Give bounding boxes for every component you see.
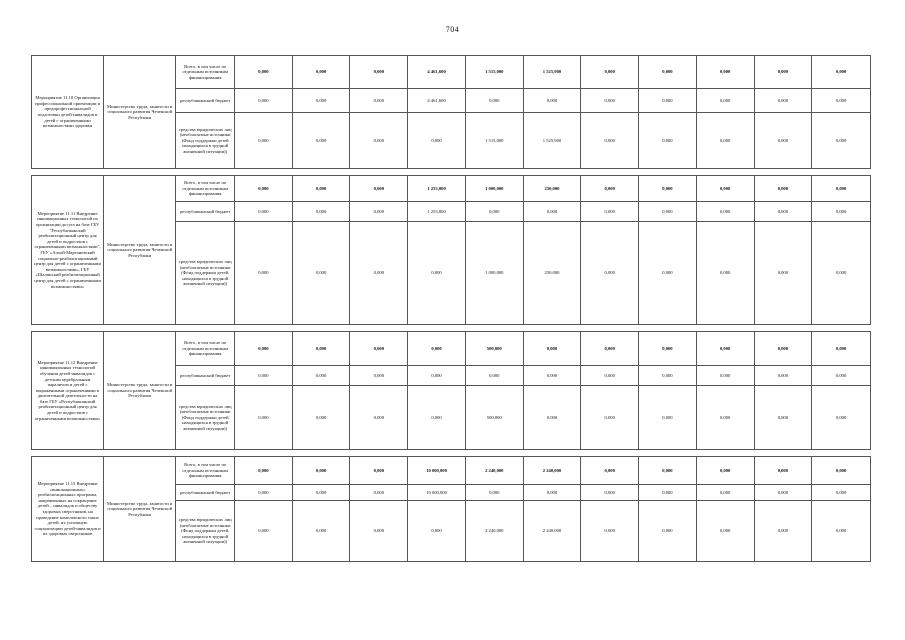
executor-cell: Министерство труда, занятости и социального развития Чеченской Республики [104,332,176,450]
amount-cell: 0,000 [812,176,871,202]
amount-cell: 0,000 [754,366,812,386]
amount-cell: 0,000 [696,89,754,113]
amount-cell: 1 000,000 [465,176,523,202]
amount-cell: 0,000 [235,366,293,386]
table-row [32,176,871,202]
amount-cell: 0,000 [581,366,639,386]
executor-cell: Министерство труда, занятости и социального развития Чеченской Республики [104,176,176,325]
amount-cell: 0,000 [408,386,466,450]
amount-cell: 500,000 [465,332,523,366]
block-separator [32,450,871,457]
amount-cell: 0,000 [581,176,639,202]
amount-cell: 0,000 [350,202,408,222]
funding-source-cell: Всего, в том числе по отдельным источникам финансирования [176,332,235,366]
amount-cell: 0,000 [581,485,639,501]
amount-cell: 0,000 [696,366,754,386]
amount-cell: 0,000 [523,89,581,113]
amount-cell: 2 240,000 [465,501,523,562]
executor-cell: Министерство труда, занятости и социального развития Чеченской Республики [104,457,176,562]
amount-cell: 0,000 [581,89,639,113]
amount-cell: 0,000 [639,366,697,386]
amount-cell: 0,000 [292,202,350,222]
table-row [32,457,871,485]
amount-cell: 0,000 [754,56,812,89]
amount-cell: 0,000 [350,56,408,89]
amount-cell: 500,000 [465,386,523,450]
funding-source-cell: средства юридических лиц (необлагаемые источники (Фонд поддержки детей находящихся в трудной жизненной ситуации)) [176,113,235,169]
funding-source-cell: Всего, в том числе по отдельным источникам финансирования [176,457,235,485]
amount-cell: 0,000 [812,386,871,450]
amount-cell: 0,000 [639,202,697,222]
amount-cell: 0,000 [408,332,466,366]
amount-cell: 0,000 [523,386,581,450]
amount-cell: 0,000 [696,56,754,89]
amount-cell: 0,000 [696,485,754,501]
amount-cell: 0,000 [292,366,350,386]
amount-cell: 0,000 [696,501,754,562]
amount-cell: 0,000 [639,222,697,325]
amount-cell: 0,000 [350,113,408,169]
amount-cell: 0,000 [639,56,697,89]
amount-cell: 0,000 [235,176,293,202]
amount-cell: 0,000 [812,56,871,89]
funding-source-cell: республиканский бюджет [176,89,235,113]
table-row [32,332,871,366]
measure-cell: Мероприятие 11.13 Внедрение «инновационных» реабилитационных программ, направленных на сокращение детей – инвалидов и обществу здоровых сверстников, на проведение комплексного таких детей, их успешную социализацию детей-инвалидов и их здоровых сверстников [32,457,104,562]
amount-cell: 1 515,000 [465,56,523,89]
amount-cell: 0,000 [350,457,408,485]
funding-source-cell: республиканский бюджет [176,366,235,386]
amount-cell: 0,000 [581,222,639,325]
funding-table [31,55,871,562]
amount-cell: 1 000,000 [465,222,523,325]
amount-cell: 0,000 [812,222,871,325]
amount-cell: 0,000 [639,89,697,113]
amount-cell: 0,000 [350,501,408,562]
amount-cell: 0,000 [235,332,293,366]
amount-cell: 0,000 [754,176,812,202]
amount-cell: 0,000 [235,386,293,450]
funding-source-cell: Всего, в том числе по отдельным источникам финансирования [176,56,235,89]
amount-cell: 0,000 [350,485,408,501]
amount-cell: 0,000 [581,202,639,222]
amount-cell: 4 461,600 [408,56,466,89]
amount-cell: 0,000 [581,501,639,562]
amount-cell: 0,000 [639,457,697,485]
amount-cell: 0,000 [812,366,871,386]
amount-cell: 0,000 [754,202,812,222]
amount-cell: 0,000 [408,501,466,562]
amount-cell: 0,000 [754,485,812,501]
amount-cell: 0,000 [696,386,754,450]
block-separator [32,169,871,176]
amount-cell: 0,000 [350,386,408,450]
funding-source-cell: средства юридических лиц (необлагаемые источники (Фонд поддержки детей находящихся в трудной жизненной ситуации)) [176,386,235,450]
amount-cell: 0,000 [696,222,754,325]
amount-cell: 0,000 [696,202,754,222]
amount-cell: 0,000 [754,457,812,485]
amount-cell: 0,000 [754,222,812,325]
amount-cell: 0,000 [696,113,754,169]
amount-cell: 0,000 [292,176,350,202]
amount-cell: 4 461,600 [408,89,466,113]
amount-cell: 0,000 [696,332,754,366]
amount-cell: 0,000 [350,176,408,202]
amount-cell: 0,000 [754,386,812,450]
separator-cell [32,169,871,176]
amount-cell: 2 240,000 [523,501,581,562]
amount-cell: 0,000 [812,89,871,113]
amount-cell: 250,000 [523,222,581,325]
amount-cell: 10 000,000 [408,457,466,485]
amount-cell: 0,000 [235,89,293,113]
amount-cell: 0,000 [812,332,871,366]
amount-cell: 0,000 [235,113,293,169]
measure-cell: Мероприятие 11.11 Внедрение инновационных технологий по организации досуга на базе ГБУ "Республиканский реабилитационный центр для детей и подростков с ограниченными возможностями", ГБУ «Ачхой-Мартановский социально-реабилитационный центр для детей с ограниченными возможностями», ГБУ «Шалинский реабилитационный центр для детей с ограниченными возможностями» [32,176,104,325]
amount-cell: 10 000,000 [408,485,466,501]
amount-cell: 0,000 [292,332,350,366]
separator-cell [32,450,871,457]
amount-cell: 0,000 [408,222,466,325]
funding-source-cell: Всего, в том числе по отдельным источникам финансирования [176,176,235,202]
amount-cell: 1 253,000 [408,202,466,222]
table-row [32,56,871,89]
amount-cell: 0,000 [235,222,293,325]
amount-cell: 2 240,000 [465,457,523,485]
amount-cell: 0,000 [581,386,639,450]
amount-cell: 0,000 [465,485,523,501]
amount-cell: 0,000 [754,332,812,366]
amount-cell: 0,000 [350,89,408,113]
amount-cell: 0,000 [292,485,350,501]
amount-cell: 0,000 [465,89,523,113]
amount-cell: 0,000 [754,113,812,169]
amount-cell: 0,000 [696,457,754,485]
amount-cell: 0,000 [754,501,812,562]
amount-cell: 0,000 [292,222,350,325]
measure-cell: Мероприятие 11.12 Внедрение инновационных технологий обучения детей-инвалидов с детским церебральным параличом и детей с выраженными ограничениями в двигательной деятельности на базе ГБУ «Республиканский реабилитационный центр для детей и подростков с ограниченными возможностями» [32,332,104,450]
amount-cell: 0,000 [639,176,697,202]
amount-cell: 0,000 [812,501,871,562]
amount-cell: 0,000 [639,501,697,562]
amount-cell: 0,000 [292,386,350,450]
amount-cell: 0,000 [235,501,293,562]
amount-cell: 0,000 [812,485,871,501]
amount-cell: 0,000 [581,113,639,169]
amount-cell: 0,000 [465,202,523,222]
funding-source-cell: республиканский бюджет [176,485,235,501]
amount-cell: 0,000 [235,485,293,501]
measure-cell: Мероприятие 11.10 Организация профессиональной ориентации и предпрофессиональной подготовки детей-инвалидов и детей с ограниченными возможностями здоровья [32,56,104,169]
funding-source-cell: республиканский бюджет [176,202,235,222]
amount-cell: 250,000 [523,176,581,202]
amount-cell: 0,000 [408,113,466,169]
funding-source-cell: средства юридических лиц (необлагаемые источники (Фонд поддержки детей, находящихся в трудной жизненной ситуации)) [176,501,235,562]
separator-cell [32,325,871,332]
amount-cell: 0,000 [292,113,350,169]
amount-cell: 0,000 [465,366,523,386]
executor-cell: Министерство труда, занятости и социального развития Чеченской Республики [104,56,176,169]
amount-cell: 0,000 [408,366,466,386]
amount-cell: 0,000 [292,89,350,113]
amount-cell: 0,000 [639,386,697,450]
funding-source-cell: средства юридических лиц (необлагаемые источники (Фонд поддержки детей, находящихся в трудной жизненной ситуации)) [176,222,235,325]
amount-cell: 0,000 [292,457,350,485]
amount-cell: 0,000 [235,202,293,222]
amount-cell: 0,000 [350,222,408,325]
amount-cell: 0,000 [639,485,697,501]
amount-cell: 1 525,900 [523,113,581,169]
amount-cell: 0,000 [350,332,408,366]
amount-cell: 0,000 [581,332,639,366]
amount-cell: 0,000 [235,56,293,89]
block-separator [32,325,871,332]
amount-cell: 1 525,900 [523,56,581,89]
amount-cell: 0,000 [812,202,871,222]
amount-cell: 0,000 [812,457,871,485]
amount-cell: 1 253,000 [408,176,466,202]
amount-cell: 0,000 [523,485,581,501]
amount-cell: 0,000 [292,501,350,562]
amount-cell: 0,000 [696,176,754,202]
amount-cell: 0,000 [523,202,581,222]
amount-cell: 2 240,000 [523,457,581,485]
amount-cell: 0,000 [523,366,581,386]
amount-cell: 0,000 [292,56,350,89]
page-number: 704 [445,25,460,34]
amount-cell: 0,000 [639,332,697,366]
amount-cell: 0,000 [523,332,581,366]
amount-cell: 0,000 [350,366,408,386]
amount-cell: 1 515,000 [465,113,523,169]
amount-cell: 0,000 [754,89,812,113]
amount-cell: 0,000 [812,113,871,169]
amount-cell: 0,000 [581,457,639,485]
amount-cell: 0,000 [639,113,697,169]
amount-cell: 0,000 [581,56,639,89]
amount-cell: 0,000 [235,457,293,485]
